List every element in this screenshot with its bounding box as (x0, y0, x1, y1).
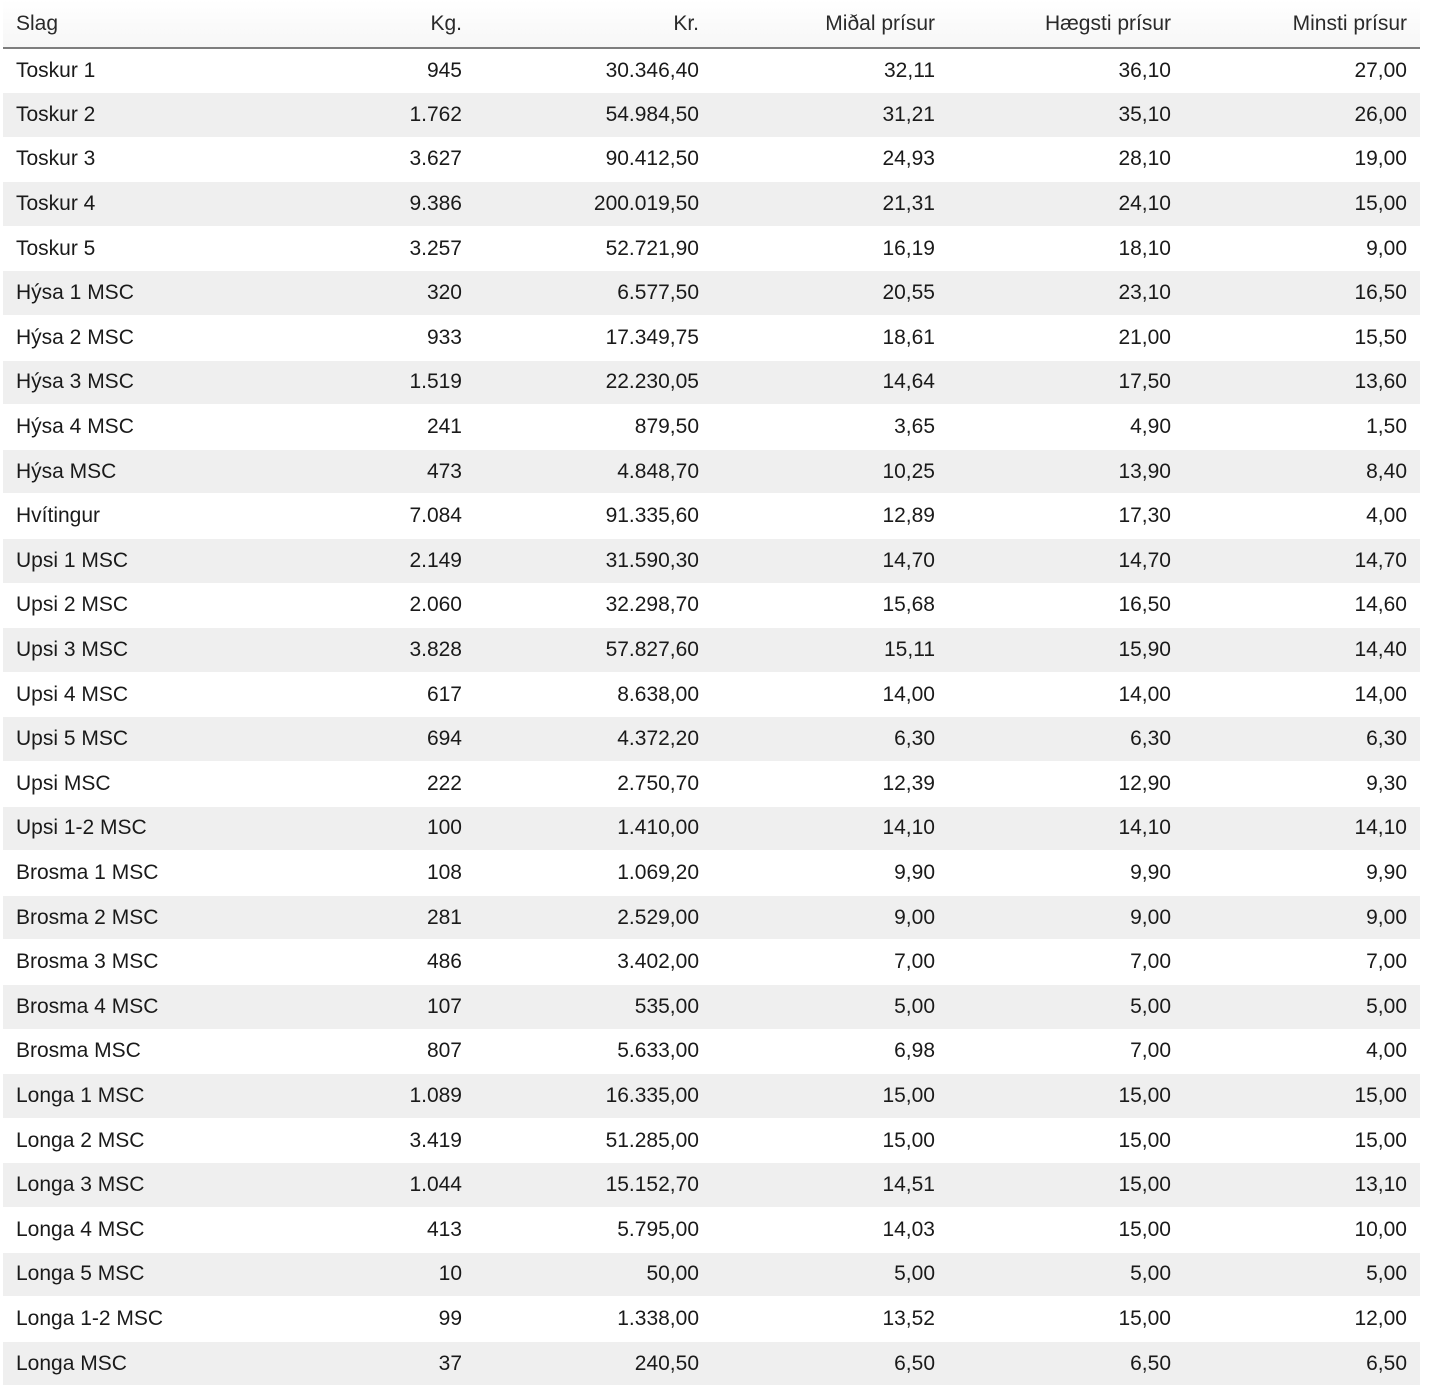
cell-average-price: 15,00 (712, 1118, 948, 1163)
cell-kr: 57.827,60 (475, 628, 712, 673)
cell-lowest-price: 15,00 (1184, 1118, 1420, 1163)
cell-average-price: 6,98 (712, 1029, 948, 1074)
cell-highest-price: 15,00 (948, 1118, 1184, 1163)
price-table (3, 0, 1420, 1386)
cell-lowest-price: 14,00 (1184, 672, 1420, 717)
cell-highest-price: 21,00 (948, 316, 1184, 361)
cell-lowest-price: 27,00 (1184, 48, 1420, 93)
cell-kg: 10 (246, 1252, 475, 1297)
cell-highest-price: 24,10 (948, 182, 1184, 227)
cell-kg: 107 (246, 984, 475, 1029)
cell-slag: Upsi MSC (3, 762, 246, 807)
cell-kr: 30.346,40 (475, 48, 712, 93)
cell-slag: Hvítingur (3, 494, 246, 539)
cell-average-price: 6,50 (712, 1341, 948, 1386)
table-row (3, 851, 1420, 896)
table-row (3, 628, 1420, 673)
cell-highest-price: 14,70 (948, 539, 1184, 584)
cell-slag: Longa 4 MSC (3, 1207, 246, 1252)
cell-slag: Brosma MSC (3, 1029, 246, 1074)
cell-slag: Brosma 4 MSC (3, 984, 246, 1029)
cell-lowest-price: 6,50 (1184, 1341, 1420, 1386)
cell-kg: 413 (246, 1207, 475, 1252)
cell-lowest-price: 16,50 (1184, 271, 1420, 316)
column-header-highest-price[interactable]: Hægsti prísur (948, 0, 1184, 48)
table-row (3, 1029, 1420, 1074)
table-row (3, 360, 1420, 405)
cell-kr: 2.529,00 (475, 895, 712, 940)
table-row (3, 494, 1420, 539)
cell-kg: 222 (246, 762, 475, 807)
cell-slag: Upsi 4 MSC (3, 672, 246, 717)
cell-highest-price: 15,00 (948, 1074, 1184, 1119)
cell-highest-price: 5,00 (948, 1252, 1184, 1297)
cell-average-price: 31,21 (712, 93, 948, 138)
cell-highest-price: 23,10 (948, 271, 1184, 316)
cell-lowest-price: 5,00 (1184, 984, 1420, 1029)
table-row (3, 1297, 1420, 1342)
cell-slag: Toskur 5 (3, 226, 246, 271)
cell-kg: 3.828 (246, 628, 475, 673)
cell-lowest-price: 19,00 (1184, 137, 1420, 182)
price-table-container (3, 0, 1420, 1386)
table-row (3, 137, 1420, 182)
cell-highest-price: 7,00 (948, 940, 1184, 985)
cell-slag: Brosma 1 MSC (3, 851, 246, 896)
cell-slag: Longa 1 MSC (3, 1074, 246, 1119)
cell-kg: 7.084 (246, 494, 475, 539)
cell-average-price: 14,51 (712, 1163, 948, 1208)
table-row (3, 226, 1420, 271)
cell-kr: 15.152,70 (475, 1163, 712, 1208)
cell-kg: 99 (246, 1297, 475, 1342)
cell-slag: Brosma 3 MSC (3, 940, 246, 985)
table-row (3, 1118, 1420, 1163)
cell-kg: 807 (246, 1029, 475, 1074)
cell-kr: 1.069,20 (475, 851, 712, 896)
cell-kg: 933 (246, 316, 475, 361)
cell-slag: Hýsa 1 MSC (3, 271, 246, 316)
cell-kr: 879,50 (475, 405, 712, 450)
cell-slag: Upsi 3 MSC (3, 628, 246, 673)
cell-kr: 32.298,70 (475, 583, 712, 628)
cell-average-price: 24,93 (712, 137, 948, 182)
cell-slag: Brosma 2 MSC (3, 895, 246, 940)
cell-average-price: 9,00 (712, 895, 948, 940)
cell-kg: 3.257 (246, 226, 475, 271)
cell-lowest-price: 9,90 (1184, 851, 1420, 896)
cell-kr: 50,00 (475, 1252, 712, 1297)
table-row (3, 806, 1420, 851)
cell-average-price: 20,55 (712, 271, 948, 316)
cell-highest-price: 7,00 (948, 1029, 1184, 1074)
table-row (3, 717, 1420, 762)
cell-kg: 694 (246, 717, 475, 762)
cell-kg: 2.060 (246, 583, 475, 628)
cell-average-price: 15,00 (712, 1074, 948, 1119)
cell-slag: Upsi 5 MSC (3, 717, 246, 762)
cell-kr: 52.721,90 (475, 226, 712, 271)
table-row (3, 93, 1420, 138)
cell-slag: Hýsa 2 MSC (3, 316, 246, 361)
cell-average-price: 14,64 (712, 360, 948, 405)
cell-lowest-price: 4,00 (1184, 494, 1420, 539)
cell-highest-price: 35,10 (948, 93, 1184, 138)
cell-kg: 945 (246, 48, 475, 93)
cell-kg: 3.419 (246, 1118, 475, 1163)
cell-average-price: 3,65 (712, 405, 948, 450)
cell-kr: 4.848,70 (475, 449, 712, 494)
cell-slag: Upsi 1-2 MSC (3, 806, 246, 851)
cell-lowest-price: 13,10 (1184, 1163, 1420, 1208)
table-row (3, 182, 1420, 227)
cell-average-price: 13,52 (712, 1297, 948, 1342)
cell-lowest-price: 14,70 (1184, 539, 1420, 584)
table-row (3, 1074, 1420, 1119)
cell-lowest-price: 9,30 (1184, 762, 1420, 807)
table-row (3, 539, 1420, 584)
cell-average-price: 15,68 (712, 583, 948, 628)
cell-highest-price: 15,00 (948, 1163, 1184, 1208)
cell-lowest-price: 14,40 (1184, 628, 1420, 673)
cell-slag: Hýsa 4 MSC (3, 405, 246, 450)
cell-average-price: 12,39 (712, 762, 948, 807)
cell-highest-price: 15,90 (948, 628, 1184, 673)
cell-highest-price: 28,10 (948, 137, 1184, 182)
cell-slag: Hýsa 3 MSC (3, 360, 246, 405)
cell-lowest-price: 12,00 (1184, 1297, 1420, 1342)
table-row (3, 1207, 1420, 1252)
cell-highest-price: 5,00 (948, 984, 1184, 1029)
cell-lowest-price: 9,00 (1184, 895, 1420, 940)
cell-kg: 1.519 (246, 360, 475, 405)
header-row (3, 0, 1420, 48)
cell-kg: 617 (246, 672, 475, 717)
table-row (3, 940, 1420, 985)
cell-lowest-price: 6,30 (1184, 717, 1420, 762)
cell-kg: 281 (246, 895, 475, 940)
cell-kr: 200.019,50 (475, 182, 712, 227)
cell-lowest-price: 1,50 (1184, 405, 1420, 450)
cell-highest-price: 6,50 (948, 1341, 1184, 1386)
cell-kg: 9.386 (246, 182, 475, 227)
cell-lowest-price: 7,00 (1184, 940, 1420, 985)
cell-average-price: 10,25 (712, 449, 948, 494)
cell-highest-price: 6,30 (948, 717, 1184, 762)
cell-kg: 2.149 (246, 539, 475, 584)
cell-lowest-price: 15,00 (1184, 1074, 1420, 1119)
cell-kr: 240,50 (475, 1341, 712, 1386)
cell-highest-price: 16,50 (948, 583, 1184, 628)
table-row (3, 316, 1420, 361)
cell-slag: Upsi 1 MSC (3, 539, 246, 584)
cell-slag: Longa 2 MSC (3, 1118, 246, 1163)
cell-slag: Toskur 4 (3, 182, 246, 227)
cell-kr: 22.230,05 (475, 360, 712, 405)
cell-highest-price: 14,00 (948, 672, 1184, 717)
cell-kr: 16.335,00 (475, 1074, 712, 1119)
table-row (3, 984, 1420, 1029)
cell-kr: 31.590,30 (475, 539, 712, 584)
column-header-lowest-price[interactable]: Minsti prísur (1184, 0, 1420, 48)
cell-highest-price: 9,90 (948, 851, 1184, 896)
cell-kg: 100 (246, 806, 475, 851)
cell-highest-price: 17,30 (948, 494, 1184, 539)
cell-average-price: 9,90 (712, 851, 948, 896)
cell-kg: 1.089 (246, 1074, 475, 1119)
cell-average-price: 18,61 (712, 316, 948, 361)
table-row (3, 895, 1420, 940)
table-row (3, 449, 1420, 494)
cell-average-price: 14,10 (712, 806, 948, 851)
cell-lowest-price: 14,60 (1184, 583, 1420, 628)
cell-average-price: 5,00 (712, 984, 948, 1029)
table-body (3, 48, 1420, 1386)
cell-slag: Longa 3 MSC (3, 1163, 246, 1208)
cell-kr: 4.372,20 (475, 717, 712, 762)
cell-highest-price: 14,10 (948, 806, 1184, 851)
cell-lowest-price: 15,50 (1184, 316, 1420, 361)
column-header-slag[interactable]: Slag (3, 0, 246, 48)
cell-kr: 5.633,00 (475, 1029, 712, 1074)
cell-slag: Toskur 3 (3, 137, 246, 182)
cell-highest-price: 12,90 (948, 762, 1184, 807)
cell-slag: Longa 1-2 MSC (3, 1297, 246, 1342)
cell-highest-price: 13,90 (948, 449, 1184, 494)
cell-lowest-price: 8,40 (1184, 449, 1420, 494)
cell-kr: 535,00 (475, 984, 712, 1029)
cell-kr: 3.402,00 (475, 940, 712, 985)
cell-lowest-price: 14,10 (1184, 806, 1420, 851)
cell-average-price: 6,30 (712, 717, 948, 762)
table-row (3, 583, 1420, 628)
cell-highest-price: 36,10 (948, 48, 1184, 93)
cell-kg: 486 (246, 940, 475, 985)
cell-kr: 2.750,70 (475, 762, 712, 807)
cell-kg: 3.627 (246, 137, 475, 182)
cell-kr: 6.577,50 (475, 271, 712, 316)
cell-kg: 473 (246, 449, 475, 494)
cell-lowest-price: 4,00 (1184, 1029, 1420, 1074)
cell-kr: 91.335,60 (475, 494, 712, 539)
cell-highest-price: 18,10 (948, 226, 1184, 271)
cell-average-price: 7,00 (712, 940, 948, 985)
cell-highest-price: 15,00 (948, 1207, 1184, 1252)
table-row (3, 672, 1420, 717)
cell-average-price: 15,11 (712, 628, 948, 673)
cell-slag: Longa 5 MSC (3, 1252, 246, 1297)
cell-average-price: 21,31 (712, 182, 948, 227)
cell-kr: 51.285,00 (475, 1118, 712, 1163)
cell-slag: Longa MSC (3, 1341, 246, 1386)
cell-highest-price: 4,90 (948, 405, 1184, 450)
cell-kg: 108 (246, 851, 475, 896)
cell-kg: 241 (246, 405, 475, 450)
cell-slag: Upsi 2 MSC (3, 583, 246, 628)
cell-lowest-price: 5,00 (1184, 1252, 1420, 1297)
table-header (3, 0, 1420, 48)
cell-lowest-price: 26,00 (1184, 93, 1420, 138)
table-row (3, 1341, 1420, 1386)
table-row (3, 271, 1420, 316)
cell-slag: Toskur 2 (3, 93, 246, 138)
cell-lowest-price: 15,00 (1184, 182, 1420, 227)
cell-lowest-price: 13,60 (1184, 360, 1420, 405)
cell-average-price: 5,00 (712, 1252, 948, 1297)
cell-kg: 320 (246, 271, 475, 316)
cell-kr: 17.349,75 (475, 316, 712, 361)
table-row (3, 1163, 1420, 1208)
cell-average-price: 14,70 (712, 539, 948, 584)
cell-slag: Toskur 1 (3, 48, 246, 93)
cell-kr: 8.638,00 (475, 672, 712, 717)
cell-lowest-price: 9,00 (1184, 226, 1420, 271)
cell-highest-price: 15,00 (948, 1297, 1184, 1342)
cell-kg: 37 (246, 1341, 475, 1386)
cell-average-price: 14,00 (712, 672, 948, 717)
cell-kr: 54.984,50 (475, 93, 712, 138)
cell-kr: 1.410,00 (475, 806, 712, 851)
column-header-average-price[interactable]: Miðal prísur (712, 0, 948, 48)
cell-average-price: 14,03 (712, 1207, 948, 1252)
table-row (3, 405, 1420, 450)
table-row (3, 762, 1420, 807)
table-row (3, 1252, 1420, 1297)
cell-highest-price: 17,50 (948, 360, 1184, 405)
cell-highest-price: 9,00 (948, 895, 1184, 940)
cell-kg: 1.044 (246, 1163, 475, 1208)
cell-average-price: 12,89 (712, 494, 948, 539)
cell-kr: 1.338,00 (475, 1297, 712, 1342)
column-header-kr[interactable]: Kr. (475, 0, 712, 48)
cell-kr: 90.412,50 (475, 137, 712, 182)
table-row (3, 48, 1420, 93)
cell-lowest-price: 10,00 (1184, 1207, 1420, 1252)
cell-kg: 1.762 (246, 93, 475, 138)
cell-average-price: 16,19 (712, 226, 948, 271)
cell-kr: 5.795,00 (475, 1207, 712, 1252)
cell-average-price: 32,11 (712, 48, 948, 93)
column-header-kg[interactable]: Kg. (246, 0, 475, 48)
cell-slag: Hýsa MSC (3, 449, 246, 494)
